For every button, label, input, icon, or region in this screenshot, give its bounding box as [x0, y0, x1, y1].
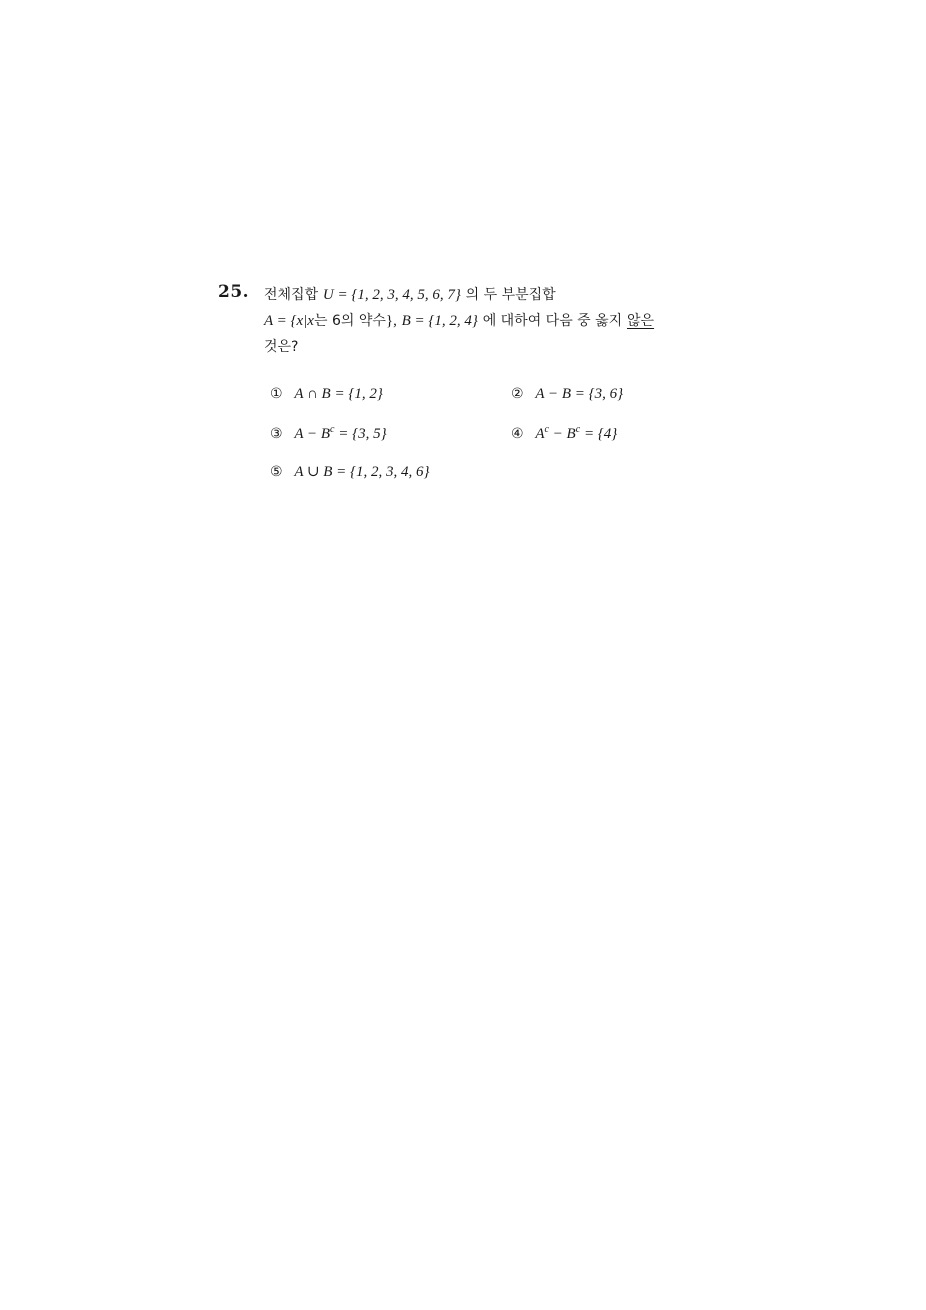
choice-1[interactable] [270, 386, 383, 403]
choice-5-mark: ⑤ [270, 464, 283, 480]
choice-3-expr-base: A − B [294, 426, 330, 442]
choice-5-expr: A ∪ B = {1, 2, 3, 4, 6} [294, 464, 430, 480]
set-a-close: }, [385, 313, 397, 329]
stem-line-1 [264, 282, 734, 308]
question-stem [264, 282, 734, 360]
stem-text-which: 에 대하여 다음 중 옳지 [482, 313, 623, 329]
choice-3-mark: ③ [270, 426, 283, 442]
choice-4[interactable] [511, 424, 617, 443]
choice-1-expr: A ∩ B = {1, 2} [294, 386, 383, 402]
choice-2[interactable] [511, 386, 623, 403]
stem-text-subsets: 의 두 부분집합 [465, 287, 556, 303]
choice-3[interactable] [270, 424, 387, 443]
stem-text-question: 것은? [264, 339, 299, 355]
set-b-expr: B = {1, 2, 4} [401, 313, 478, 329]
stem-text-universal-set: 전체집합 [264, 287, 319, 303]
set-a-open: A = { [264, 313, 297, 329]
choice-5[interactable] [270, 462, 430, 481]
choice-3-complement: c [330, 424, 335, 435]
set-a-condition: 는 6의 약수 [313, 313, 386, 329]
stem-line-3 [264, 334, 734, 360]
choice-4-a-complement: c [544, 424, 549, 435]
choice-4-expr-a: A [535, 426, 545, 442]
choice-2-expr: A − B = {3, 6} [535, 386, 624, 402]
choice-4-expr-rest: = {4} [580, 426, 618, 442]
choice-3-expr-rest: = {3, 5} [334, 426, 387, 442]
stem-line-2 [264, 308, 734, 334]
stem-emphasis-not: 않은 [627, 313, 655, 329]
answer-choices [270, 386, 730, 496]
choice-2-mark: ② [511, 386, 524, 402]
choice-4-b-complement: c [575, 424, 581, 435]
choice-4-mark: ④ [511, 426, 524, 442]
question-number: 25. [218, 282, 250, 302]
set-a-var: x|x [296, 313, 314, 329]
choice-4-expr-mid: − B [548, 426, 576, 442]
universal-set-expr: U = {1, 2, 3, 4, 5, 6, 7} [322, 287, 461, 303]
choice-1-mark: ① [270, 386, 283, 402]
